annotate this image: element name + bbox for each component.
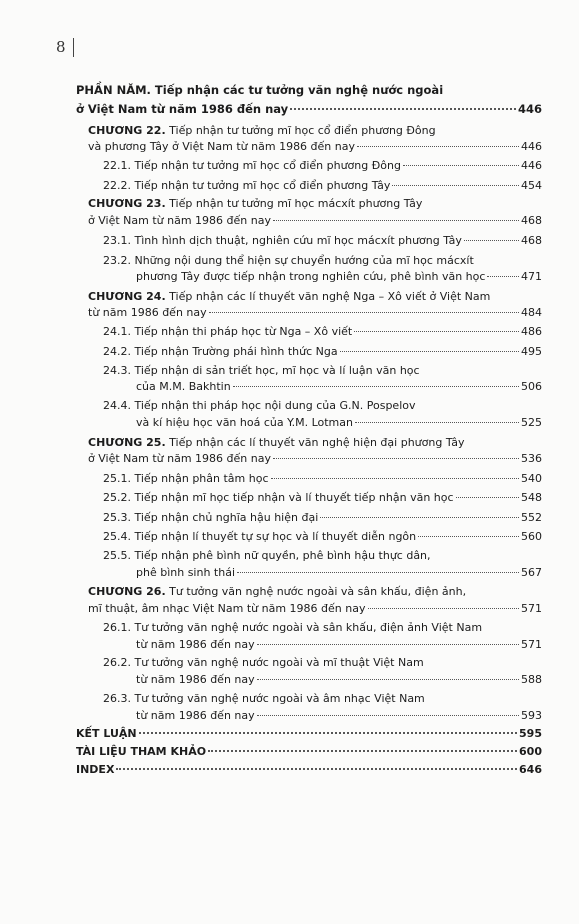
chapter-22-title-line-1: CHƯƠNG 22. Tiếp nhận tư tưởng mĩ học cổ điển phương Đông: [88, 124, 436, 137]
section-25-2[interactable]: 25.2. Tiếp nhận mĩ học tiếp nhận và lí thuyết tiếp nhận văn học 548: [103, 491, 542, 504]
section-26-2-line-1: 26.2. Tư tưởng văn nghệ nước ngoài và mĩ thuật Việt Nam: [103, 656, 424, 669]
chapter-25-title-line-2[interactable]: ở Việt Nam từ năm 1986 đến nay 536: [88, 452, 542, 465]
section-25-5-line-2[interactable]: phê bình sinh thái 567: [136, 566, 542, 579]
chapter-24-title-line-2[interactable]: từ năm 1986 đến nay 484: [88, 306, 542, 319]
section-25-5-line-1: 25.5. Tiếp nhận phê bình nữ quyền, phê bình hậu thực dân,: [103, 549, 431, 562]
part-title-line-1: PHẦN NĂM. Tiếp nhận các tư tưởng văn nghệ nước ngoài: [76, 83, 444, 97]
page-number-divider: [73, 38, 74, 57]
section-22-2[interactable]: 22.2. Tiếp nhận tư tưởng mĩ học cổ điển phương Tây 454: [103, 179, 542, 192]
section-24-4-line-1: 24.4. Tiếp nhận thi pháp học nội dung của G.N. Pospelov: [103, 399, 416, 412]
section-22-1[interactable]: 22.1. Tiếp nhận tư tưởng mĩ học cổ điển phương Đông 446: [103, 159, 542, 172]
section-24-3-line-1: 24.3. Tiếp nhận di sản triết học, mĩ học và lí luận văn học: [103, 364, 420, 377]
chapter-24-title-line-1: CHƯƠNG 24. Tiếp nhận các lí thuyết văn nghệ Nga – Xô viết ở Việt Nam: [88, 290, 491, 303]
part-title-line-2[interactable]: ở Việt Nam từ năm 1986 đến nay 446: [76, 102, 542, 116]
section-24-4-line-2[interactable]: và kí hiệu học văn hoá của Y.M. Lotman 525: [136, 416, 542, 429]
section-26-1-line-2[interactable]: từ năm 1986 đến nay 571: [136, 638, 542, 651]
chapter-23-title-line-1: CHƯƠNG 23. Tiếp nhận tư tưởng mĩ học mácxít phương Tây: [88, 197, 423, 210]
section-25-3[interactable]: 25.3. Tiếp nhận chủ nghĩa hậu hiện đại 552: [103, 511, 542, 524]
section-26-3-line-2[interactable]: từ năm 1986 đến nay 593: [136, 709, 542, 722]
section-24-2[interactable]: 24.2. Tiếp nhận Trường phái hình thức Nga 495: [103, 345, 542, 358]
section-26-1-line-1: 26.1. Tư tưởng văn nghệ nước ngoài và sân khấu, điện ảnh Việt Nam: [103, 621, 483, 634]
page-number: 8: [56, 38, 66, 56]
section-25-4[interactable]: 25.4. Tiếp nhận lí thuyết tự sự học và lí thuyết diễn ngôn 560: [103, 530, 542, 543]
chapter-26-title-line-2[interactable]: mĩ thuật, âm nhạc Việt Nam từ năm 1986 đến nay 571: [88, 602, 542, 615]
section-23-2-line-2[interactable]: phương Tây được tiếp nhận trong nghiên cứu, phê bình văn học 471: [136, 270, 542, 283]
chapter-22-title-line-2[interactable]: và phương Tây ở Việt Nam từ năm 1986 đến nay 446: [88, 140, 542, 153]
section-26-2-line-2[interactable]: từ năm 1986 đến nay 588: [136, 673, 542, 686]
section-26-3-line-1: 26.3. Tư tưởng văn nghệ nước ngoài và âm nhạc Việt Nam: [103, 692, 425, 705]
chapter-25-title-line-1: CHƯƠNG 25. Tiếp nhận các lí thuyết văn nghệ hiện đại phương Tây: [88, 436, 465, 449]
section-24-3-line-2[interactable]: của M.M. Bakhtin 506: [136, 380, 542, 393]
section-25-1[interactable]: 25.1. Tiếp nhận phân tâm học 540: [103, 472, 542, 485]
chapter-23-title-line-2[interactable]: ở Việt Nam từ năm 1986 đến nay 468: [88, 214, 542, 227]
section-23-1[interactable]: 23.1. Tình hình dịch thuật, nghiên cứu mĩ học mácxít phương Tây 468: [103, 234, 542, 247]
section-24-1[interactable]: 24.1. Tiếp nhận thi pháp học từ Nga – Xô viết 486: [103, 325, 542, 338]
section-23-2-line-1: 23.2. Những nội dung thể hiện sự chuyển hướng của mĩ học mácxít: [103, 254, 474, 267]
toc-conclusion[interactable]: KẾT LUẬN 595: [76, 727, 542, 740]
toc-index[interactable]: INDEX 646: [76, 763, 542, 776]
chapter-26-title-line-1: CHƯƠNG 26. Tư tưởng văn nghệ nước ngoài và sân khấu, điện ảnh,: [88, 585, 467, 598]
toc-references[interactable]: TÀI LIỆU THAM KHẢO 600: [76, 745, 542, 758]
